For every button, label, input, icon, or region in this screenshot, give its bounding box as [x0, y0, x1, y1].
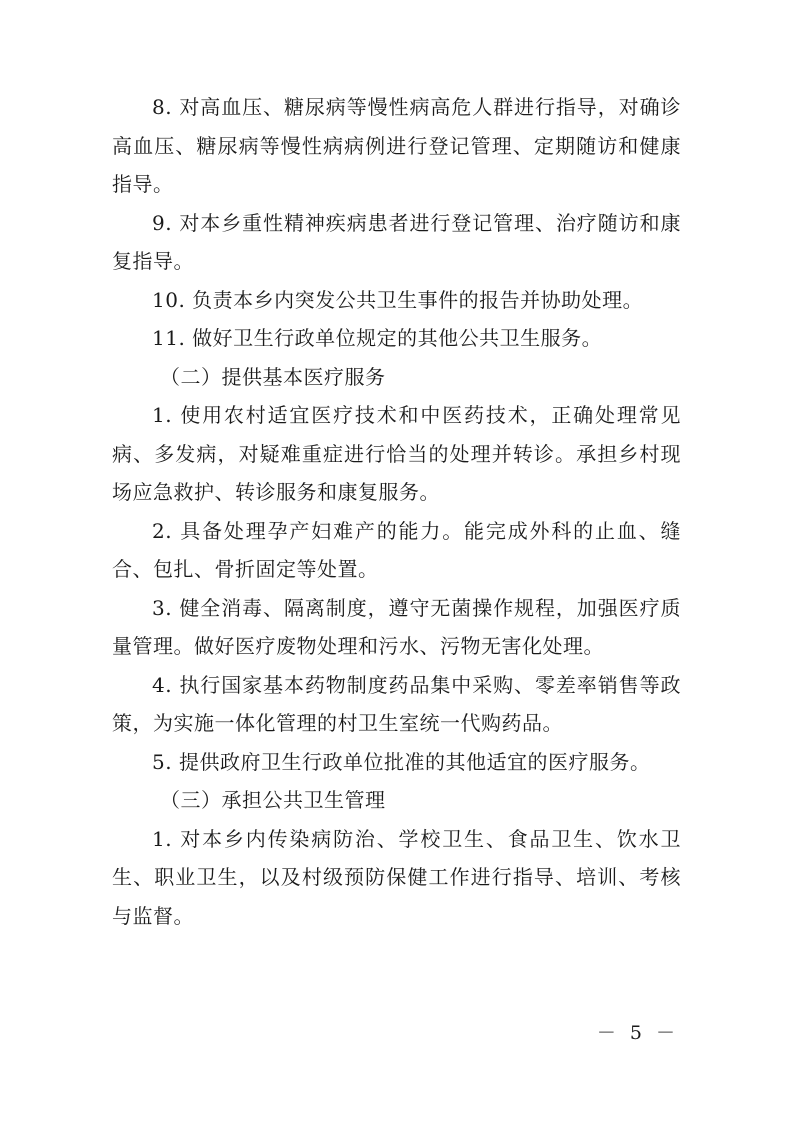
- paragraph-medical-2: 2. 具备处理孕产妇难产的能力。能完成外科的止血、缝合、包扎、骨折固定等处置。: [112, 518, 681, 581]
- paragraph-medical-4: 4. 执行国家基本药物制度药品集中采购、零差率销售等政策，为实施一体化管理的村卫生室统一代购药品。: [112, 672, 681, 735]
- paragraph-medical-1: 1. 使用农村适宜医疗技术和中医药技术，正确处理常见病、多发病，对疑难重症进行恰当的处理并转诊。承担乡村现场应急救护、转诊服务和康复服务。: [112, 403, 681, 504]
- paragraph-item-9: 9. 对本乡重性精神疾病患者进行登记管理、治疗随访和康复指导。: [112, 210, 681, 273]
- body-text: [112, 88, 681, 935]
- paragraph-item-8: 8. 对高血压、糖尿病等慢性病高危人群进行指导，对确诊高血压、糖尿病等慢性病病例进行登记管理、定期随访和健康指导。: [112, 95, 681, 196]
- paragraph-medical-3: 3. 健全消毒、隔离制度，遵守无菌操作规程，加强医疗质量管理。做好医疗废物处理和污水、污物无害化处理。: [112, 595, 681, 658]
- section-heading-public-health-management: （三）承担公共卫生管理: [160, 788, 386, 812]
- paragraph-item-11: 11. 做好卫生行政单位规定的其他公共卫生服务。: [152, 326, 603, 350]
- paragraph-item-10: 10. 负责本乡内突发公共卫生事件的报告并协助处理。: [152, 287, 644, 312]
- section-heading-basic-medical-services: （二）提供基本医疗服务: [160, 364, 386, 389]
- page-number: － 5 －: [596, 1022, 679, 1044]
- paragraph-medical-5: 5. 提供政府卫生行政单位批准的其他适宜的医疗服务。: [152, 749, 651, 774]
- paragraph-management-1: 1. 对本乡内传染病防治、学校卫生、食品卫生、饮水卫生、职业卫生，以及村级预防保健工作进行指导、培训、考核与监督。: [112, 826, 681, 928]
